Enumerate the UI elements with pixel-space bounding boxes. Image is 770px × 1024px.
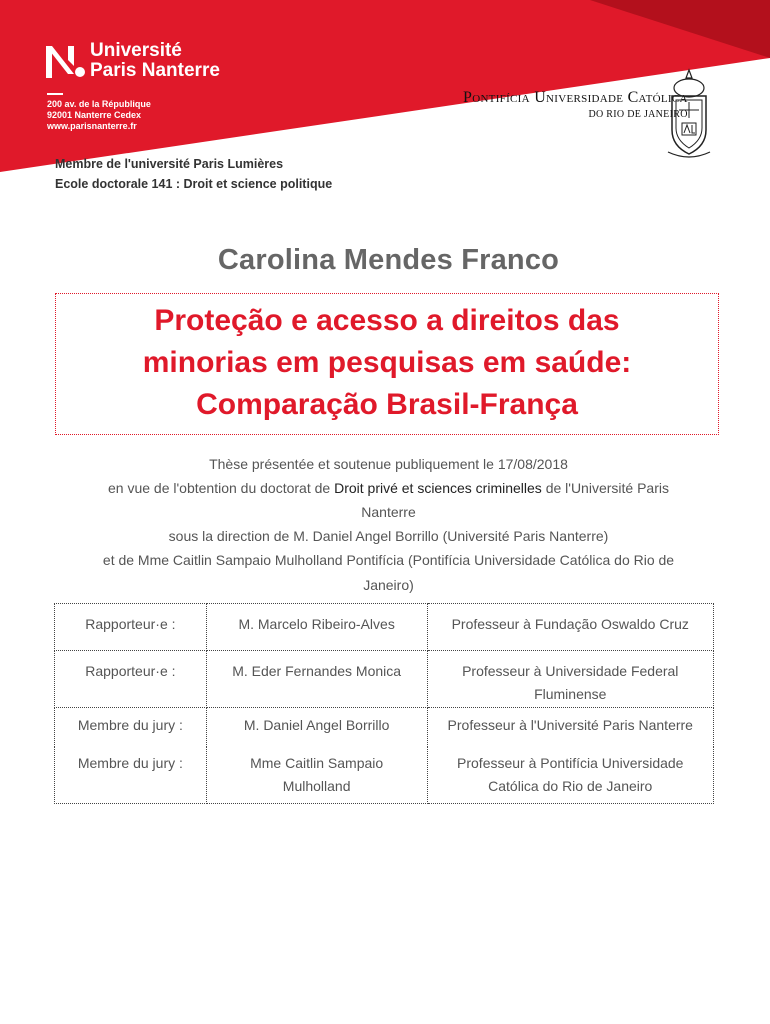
address-website: www.parisnanterre.fr <box>47 121 137 131</box>
jury-role: Rapporteur·e : <box>55 604 207 651</box>
partner-seal-icon <box>664 68 714 160</box>
table-row <box>55 604 714 651</box>
jury-role: Membre du jury : <box>55 747 207 804</box>
membership-line: Membre de l'université Paris Lumières <box>55 157 284 171</box>
university-logo-icon <box>46 44 86 78</box>
address-city: 92001 Nanterre Cedex <box>47 110 142 120</box>
partner-name-line2: DO RIO DE JANEIRO <box>588 109 688 120</box>
defense-date-line: Thèse présentée et soutenue publiquement le 17/08/2018 <box>209 456 568 472</box>
doctorate-suffix: de l'Université Paris <box>541 480 669 496</box>
jury-position: Professeur à l'Université Paris Nanterre <box>427 708 714 747</box>
jury-role: Membre du jury : <box>55 708 207 747</box>
doctorate-line-cont: Nanterre <box>361 504 416 520</box>
director-line: sous la direction de M. Daniel Angel Borrillo (Université Paris Nanterre) <box>168 528 609 544</box>
table-row <box>55 708 714 747</box>
table-row <box>55 747 714 804</box>
thesis-title-line3: Comparação Brasil-França <box>196 388 578 421</box>
address-divider <box>47 93 63 95</box>
jury-name: M. Eder Fernandes Monica <box>206 651 427 708</box>
jury-position: Professeur à Pontifícia Universidade Católica do Rio de Janeiro <box>427 747 714 804</box>
jury-name: M. Daniel Angel Borrillo <box>206 708 427 747</box>
university-name-line1: Université <box>90 40 182 61</box>
jury-table <box>54 603 714 804</box>
doctoral-school-line: Ecole doctorale 141 : Droit et science politique <box>55 177 333 191</box>
address-street: 200 av. de la République <box>47 99 151 109</box>
jury-name: Mme Caitlin Sampaio Mulholland <box>206 747 427 804</box>
partner-name-line1: Pontifícia Universidade Católica <box>463 89 688 106</box>
jury-position: Professeur à Universidade Federal Fluminense <box>427 651 714 708</box>
table-row <box>55 651 714 708</box>
university-name-line2: Paris Nanterre <box>90 60 220 81</box>
jury-role: Rapporteur·e : <box>55 651 207 708</box>
doctorate-line <box>40 476 737 500</box>
jury-name: M. Marcelo Ribeiro-Alves <box>206 604 427 651</box>
thesis-title-line2: minorias em pesquisas em saúde: <box>142 346 632 379</box>
partner-university-name <box>463 89 688 120</box>
thesis-title-box <box>55 293 719 435</box>
codirector-line: et de Mme Caitlin Sampaio Mulholland Pontifícia (Pontifícia Universidade Católica do Rio de <box>102 552 675 568</box>
author-name: Carolina Mendes Franco <box>217 244 560 276</box>
doctorate-field: Droit privé et sciences criminelles <box>334 480 542 496</box>
doctorate-prefix: en vue de l'obtention du doctorat de <box>108 480 335 496</box>
jury-position: Professeur à Fundação Oswaldo Cruz <box>427 604 714 651</box>
codirector-line-cont: Janeiro) <box>363 577 414 593</box>
thesis-title-line1: Proteção e acesso a direitos das <box>154 304 620 337</box>
